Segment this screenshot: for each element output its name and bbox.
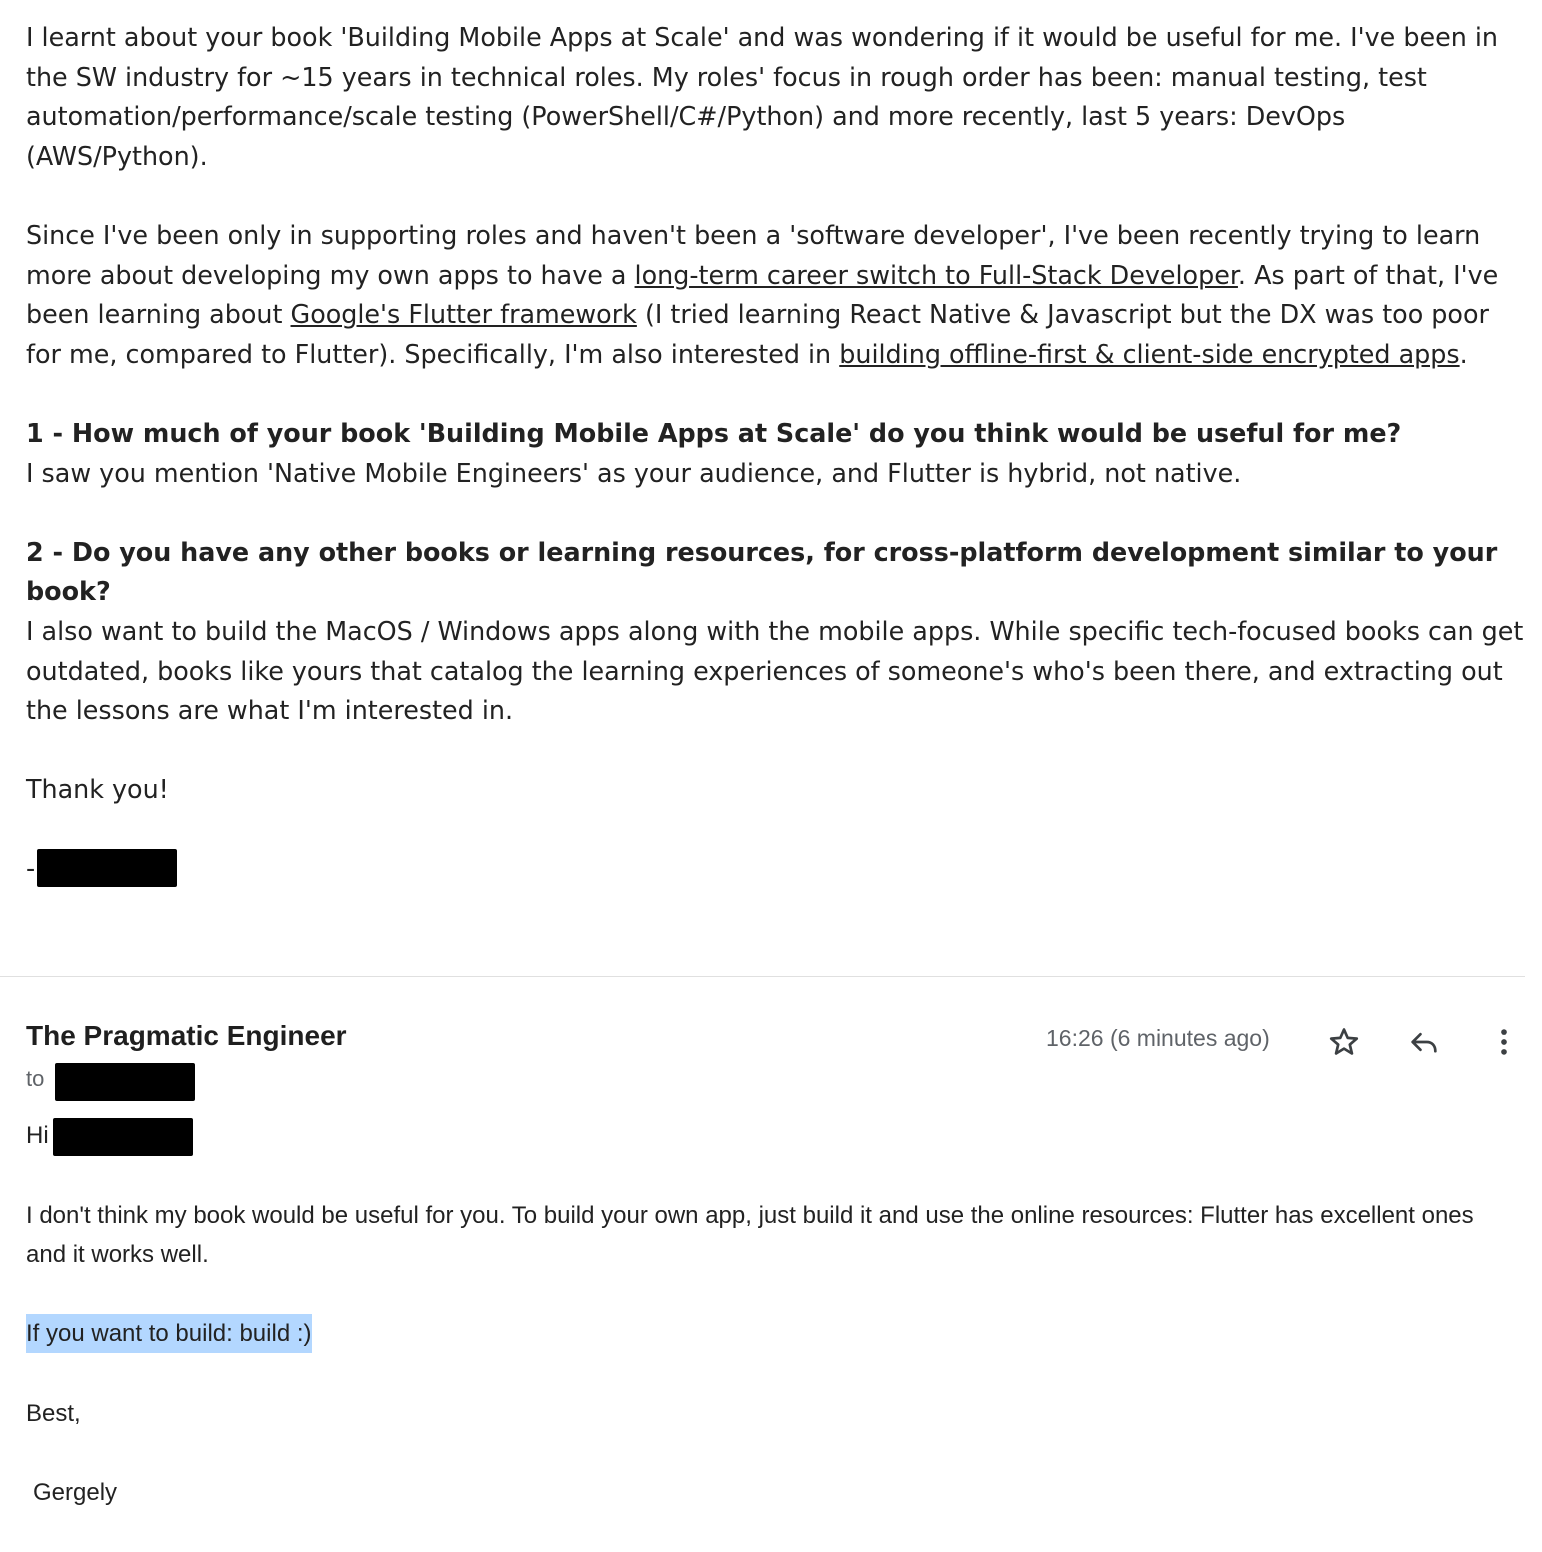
- link-career-switch[interactable]: long-term career switch to Full-Stack Developer: [634, 259, 1238, 290]
- greeting-row: [26, 1116, 1506, 1156]
- original-message: [26, 18, 1526, 889]
- star-icon: [1327, 1025, 1361, 1059]
- text-span: . As part of that, I've been learning about: [26, 259, 1499, 330]
- message-divider: [0, 976, 1525, 977]
- signature-dash: -: [26, 853, 36, 884]
- star-button[interactable]: [1324, 1022, 1364, 1062]
- message-paragraph-2: [26, 216, 1526, 374]
- message-timestamp: 16:26 (6 minutes ago): [1046, 1025, 1270, 1051]
- redacted-signature: [37, 849, 177, 887]
- question-2-detail: I also want to build the MacOS / Windows apps along with the mobile apps. While specific tech-focused books can get outdated, books like yours that catalog the learning experiences of someone's who's been there, and extracting out the lessons are what I'm interested in.: [26, 615, 1524, 726]
- thanks-line: Thank you!: [26, 774, 169, 805]
- greeting: Hi: [26, 1122, 49, 1149]
- message-paragraph-1: I learnt about your book 'Building Mobile Apps at Scale' and was wondering if it would be useful for me. I've been in the SW industry for ~15 years in technical roles. My roles' focus in rough order has been: manual testing, test automation/performance/scale testing (PowerShell/C#/Python) and more recently, last 5 years: DevOps (AWS/Python).: [26, 22, 1499, 171]
- link-flutter-framework[interactable]: Google's Flutter framework: [290, 299, 637, 330]
- question-2: 2 - Do you have any other books or learning resources, for cross-platform development similar to your book?: [26, 536, 1498, 607]
- more-options-button[interactable]: [1484, 1022, 1524, 1062]
- link-offline-first[interactable]: building offline-first & client-side encrypted apps: [839, 338, 1460, 369]
- highlighted-line: [26, 1314, 1506, 1354]
- recipient-label[interactable]: to: [26, 1066, 45, 1091]
- redacted-recipient: [55, 1063, 195, 1101]
- reply-icon: [1407, 1025, 1441, 1059]
- reply-body: [26, 1116, 1506, 1512]
- reply-paragraph: I don't think my book would be useful for you. To build your own app, just build it and use the online resources: Flutter has excellent ones and it works well.: [26, 1201, 1474, 1269]
- text-span: (I tried learning React Native & Javascript but the DX was too poor for me, compared to Flutter). Specifically, I'm also interested in: [26, 299, 1489, 369]
- text-span: Since I've been only in supporting roles and haven't been a 'software developer', I've been recently trying to learn more about developing my own apps to have a: [26, 219, 1481, 290]
- redacted-greeting-name: [53, 1118, 193, 1156]
- signature-row: [26, 849, 1526, 889]
- selection-highlight: If you want to build: build :): [26, 1314, 312, 1353]
- question-1: 1 - How much of your book 'Building Mobile Apps at Scale' do you think would be useful for me?: [26, 417, 1402, 448]
- closing: Best,: [26, 1399, 81, 1427]
- reply-button[interactable]: [1404, 1022, 1444, 1062]
- signature-name: Gergely: [33, 1478, 118, 1506]
- sender-name[interactable]: The Pragmatic Engineer: [26, 1020, 347, 1051]
- more-vert-icon: [1487, 1025, 1521, 1059]
- text-span: .: [1459, 338, 1468, 369]
- question-1-detail: I saw you mention 'Native Mobile Engineers' as your audience, and Flutter is hybrid, not native.: [26, 457, 1242, 488]
